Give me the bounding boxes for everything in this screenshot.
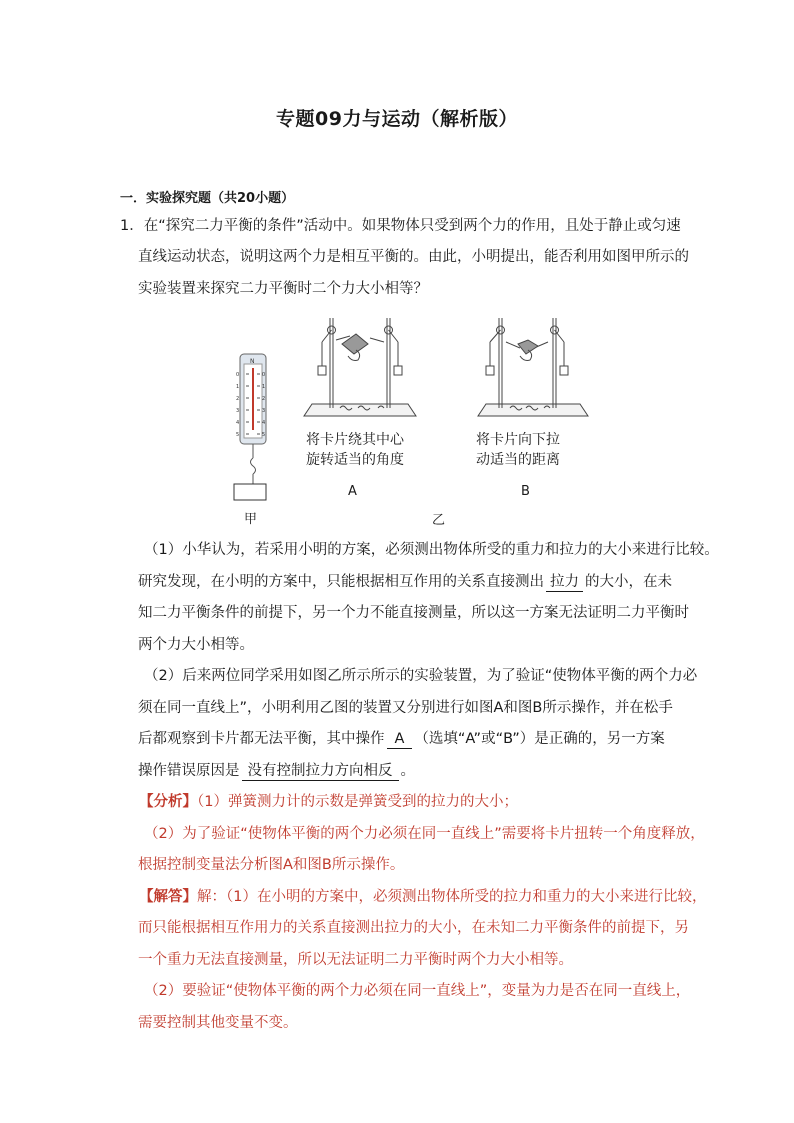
part1-line-3: 知二力平衡条件的前提下，另一个力不能直接测量，所以这一方案无法证明二力平衡时 xyxy=(138,605,689,621)
part1-line-1: （1）小华认为，若采用小明的方案，必须测出物体所受的重力和拉力的大小来进行比较。 xyxy=(144,542,719,558)
solution-line-4: （2）要验证“使物体平衡的两个力必须在同一直线上”，变量为力是否在同一直线上， xyxy=(144,983,691,999)
apparatus-a-icon xyxy=(304,318,416,416)
scale-tick-label: 4 xyxy=(262,420,266,426)
part1-line-2: 研究发现，在小明的方案中，只能根据相互作用的关系直接测出 拉力 的大小，在未 xyxy=(138,574,672,590)
section-heading: 一．实验探究题（共20小题） xyxy=(120,191,295,206)
part2-line-2: 须在同一直线上”，小明利用乙图的装置又分别进行如图A和图B所示操作，并在松手 xyxy=(138,700,673,716)
scale-tick-label: 5 xyxy=(262,432,266,438)
scale-tick-label: 1 xyxy=(262,384,266,390)
part2-line-4: 操作错误原因是 没有控制拉力方向相反 。 xyxy=(138,763,415,779)
question-stem-line-1: 1．在“探究二力平衡的条件”活动中。如果物体只受到两个力的作用，且处于静止或匀速 xyxy=(120,218,681,234)
scale-tick-label: 5 xyxy=(236,432,240,438)
apparatus-drawing xyxy=(220,312,600,524)
scale-tick-label: 3 xyxy=(262,408,266,414)
solution-line-1: 【解答】解：（1）在小明的方案中，必须测出物体所受的拉力和重力的大小来进行比较， xyxy=(139,889,707,905)
part2-line-3: 后都观察到卡片都无法平衡，其中操作 A （选填“A”或“B”）是正确的，另一方案 xyxy=(138,731,665,747)
scale-tick-label: 3 xyxy=(236,408,240,414)
label-jia: 甲 xyxy=(244,512,258,527)
label-b: B xyxy=(521,484,530,499)
solution-tag: 【解答】 xyxy=(139,889,197,905)
analysis-line-1: 【分析】（1）弹簧测力计的示数是弹簧受到的拉力的大小； xyxy=(139,794,518,810)
apparatus-b-icon xyxy=(478,318,588,416)
answer-blank-1: 拉力 xyxy=(546,575,583,592)
scale-tick-label: 4 xyxy=(236,420,240,426)
answer-blank-3: 没有控制拉力方向相反 xyxy=(242,764,399,781)
question-stem-line-3: 实验装置来探究二力平衡时二个力大小相等？ xyxy=(138,281,428,297)
label-a: A xyxy=(348,484,357,499)
caption-b: 将卡片向下拉 动适当的距离 xyxy=(476,432,560,468)
scale-letter: N xyxy=(250,358,255,365)
label-yi: 乙 xyxy=(432,513,446,528)
scale-tick-label: 0 xyxy=(262,372,266,378)
analysis-line-2: （2）为了验证“使物体平衡的两个力必须在同一直线上”需要将卡片扭转一个角度释放， xyxy=(144,826,705,842)
experiment-figure xyxy=(220,312,600,528)
solution-line-3: 一个重力无法直接测量，所以无法证明二力平衡时两个力大小相等。 xyxy=(138,952,573,968)
scale-tick-label: 2 xyxy=(236,396,240,402)
caption-a: 将卡片绕其中心 旋转适当的角度 xyxy=(306,432,404,468)
question-stem-line-2: 直线运动状态，说明这两个力是相互平衡的。由此，小明提出，能否利用如图甲所示的 xyxy=(138,249,689,265)
analysis-line-3: 根据控制变量法分析图A和图B所示操作。 xyxy=(138,857,405,873)
solution-line-2: 而只能根据相互作用力的关系直接测出拉力的大小，在未知二力平衡条件的前提下，另 xyxy=(138,920,689,936)
solution-line-5: 需要控制其他变量不变。 xyxy=(138,1015,298,1031)
part2-line-1: （2）后来两位同学采用如图乙所示所示的实验装置，为了验证“使物体平衡的两个力必 xyxy=(144,668,698,684)
question-number: 1． xyxy=(120,218,144,234)
answer-blank-2: A xyxy=(387,732,413,749)
part1-line-4: 两个力大小相等。 xyxy=(138,637,254,653)
scale-tick-label: 0 xyxy=(236,372,240,378)
analysis-tag: 【分析】 xyxy=(139,794,197,810)
scale-tick-label: 1 xyxy=(236,384,240,390)
page-title: 专题09力与运动（解析版） xyxy=(276,108,518,130)
scale-tick-label: 2 xyxy=(262,396,266,402)
